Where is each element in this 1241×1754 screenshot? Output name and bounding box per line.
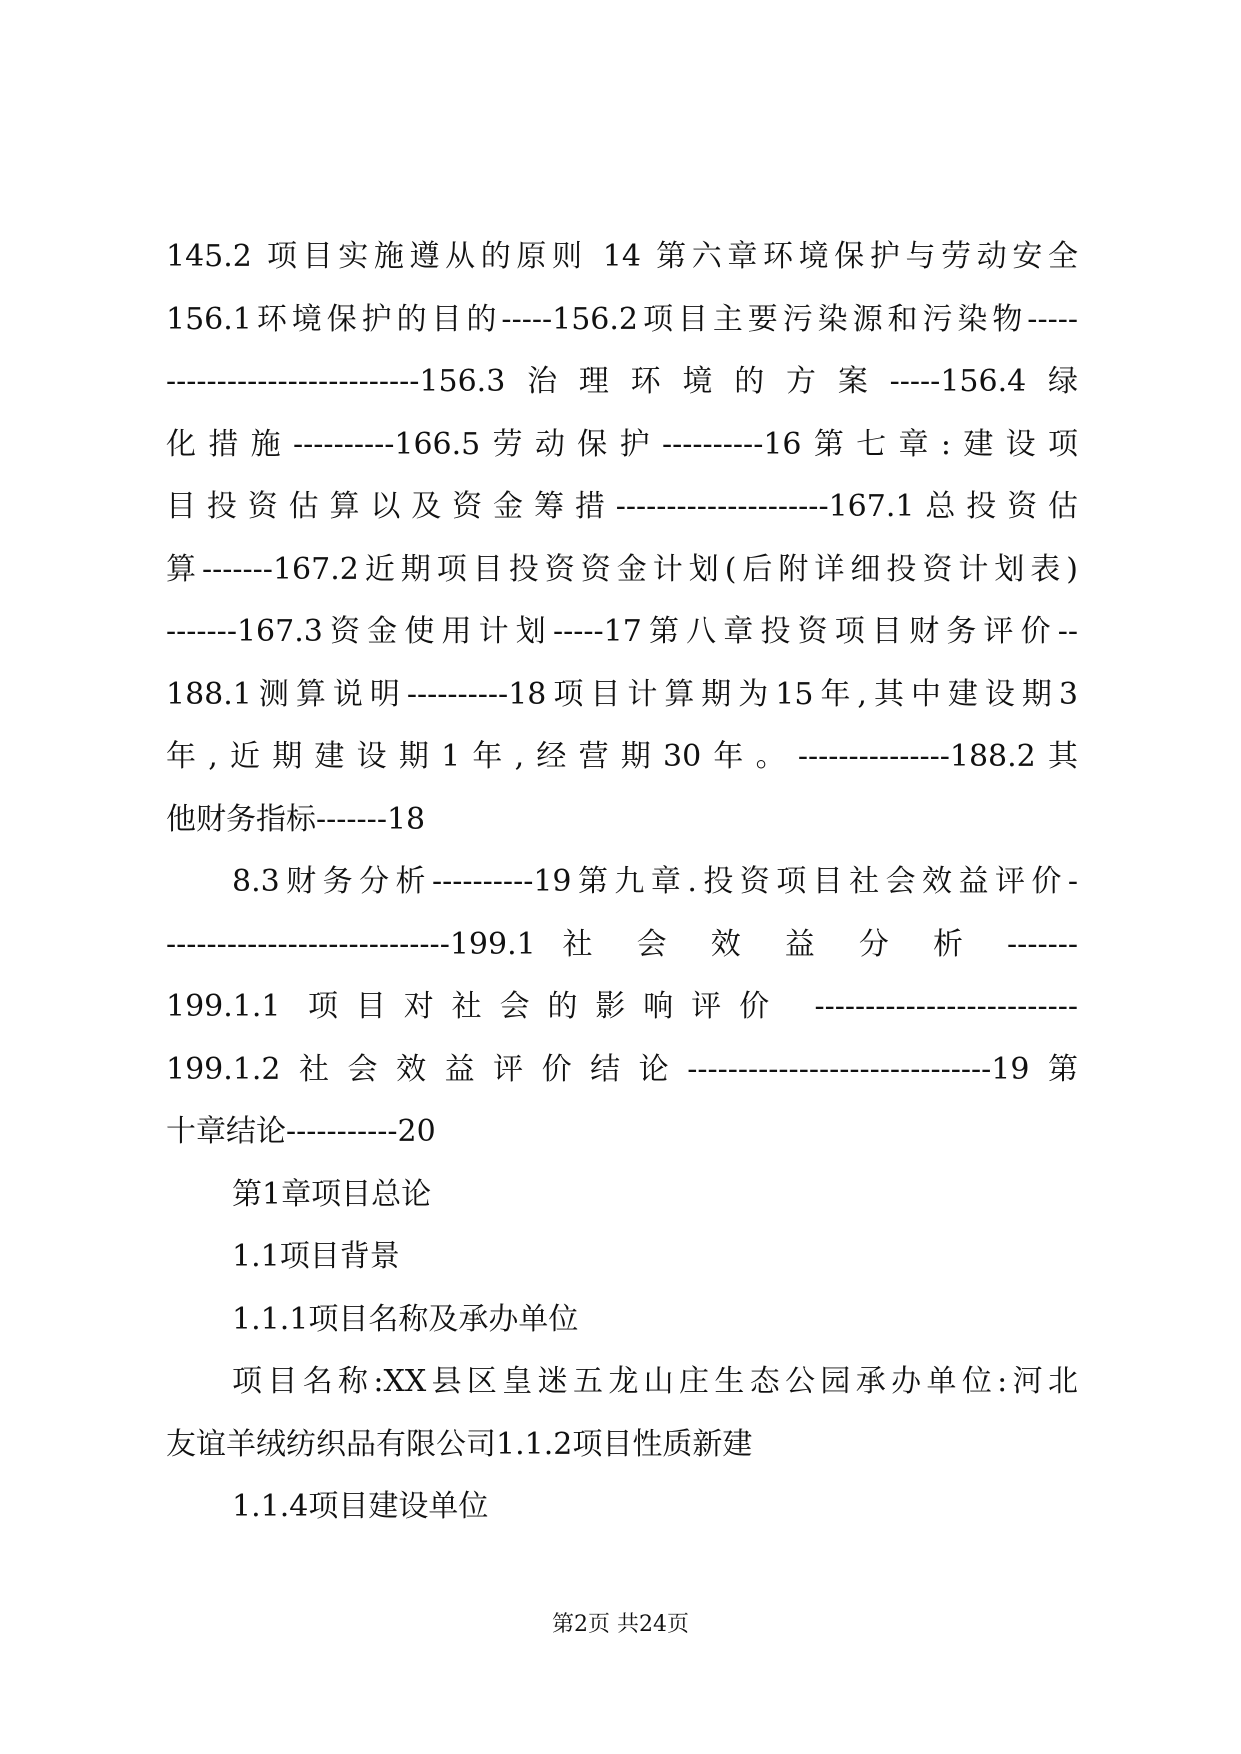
text-line: 188.1测算说明----------18项目计算期为15年,其中建设期3 — [166, 676, 1078, 712]
text-line: 156.1环境保护的目的-----156.2项目主要污染源和污染物----- — [166, 301, 1078, 337]
document-body — [166, 226, 1078, 1539]
text-line: 145.2 项目实施遵从的原则 14 第六章环境保护与劳动安全 — [166, 239, 1078, 274]
text-line: 十章结论-----------20 — [166, 1114, 436, 1149]
text-line: 算-------167.2近期项目投资资金计划(后附详细投资计划表) — [166, 551, 1078, 587]
text-line: 8.3财务分析----------19第九章.投资项目社会效益评价- — [232, 864, 1078, 899]
subsection-heading: 1.1.1项目名称及承办单位 — [232, 1301, 579, 1337]
text-line: -------------------------156.3治理环境的方案-----156.4绿 — [166, 364, 1078, 399]
text-line: 199.1.2社会效益评价结论------------------------------19第 — [166, 1051, 1078, 1087]
text-line: 目投资估算以及资金筹措---------------------167.1总投资估 — [166, 489, 1078, 524]
text-line: 199.1.1 项目对社会的影响评价 -------------------------- — [166, 989, 1078, 1024]
text-line: 他财务指标-------18 — [166, 801, 426, 837]
subsection-heading: 1.1.4项目建设单位 — [232, 1489, 489, 1524]
text-line: -------167.3资金使用计划-----17第八章投资项目财务评价-- — [166, 614, 1078, 649]
text-line: 友谊羊绒纺织品有限公司1.1.2项目性质新建 — [166, 1426, 753, 1462]
page-number-footer: 第2页 共24页 — [552, 1612, 689, 1637]
text-line: 项目名称:XX县区皇迷五龙山庄生态公园承办单位:河北 — [232, 1364, 1078, 1399]
text-line: 年,近期建设期1年,经营期30年。---------------188.2其 — [166, 739, 1078, 774]
text-line: ----------------------------199.1 社 会 效 益 分 析 ------- — [166, 926, 1078, 962]
section-heading: 1.1项目背景 — [232, 1239, 400, 1274]
chapter-heading: 第1章项目总论 — [232, 1176, 432, 1212]
text-line: 化措施----------166.5劳动保护----------16第七章:建设项 — [166, 426, 1078, 462]
